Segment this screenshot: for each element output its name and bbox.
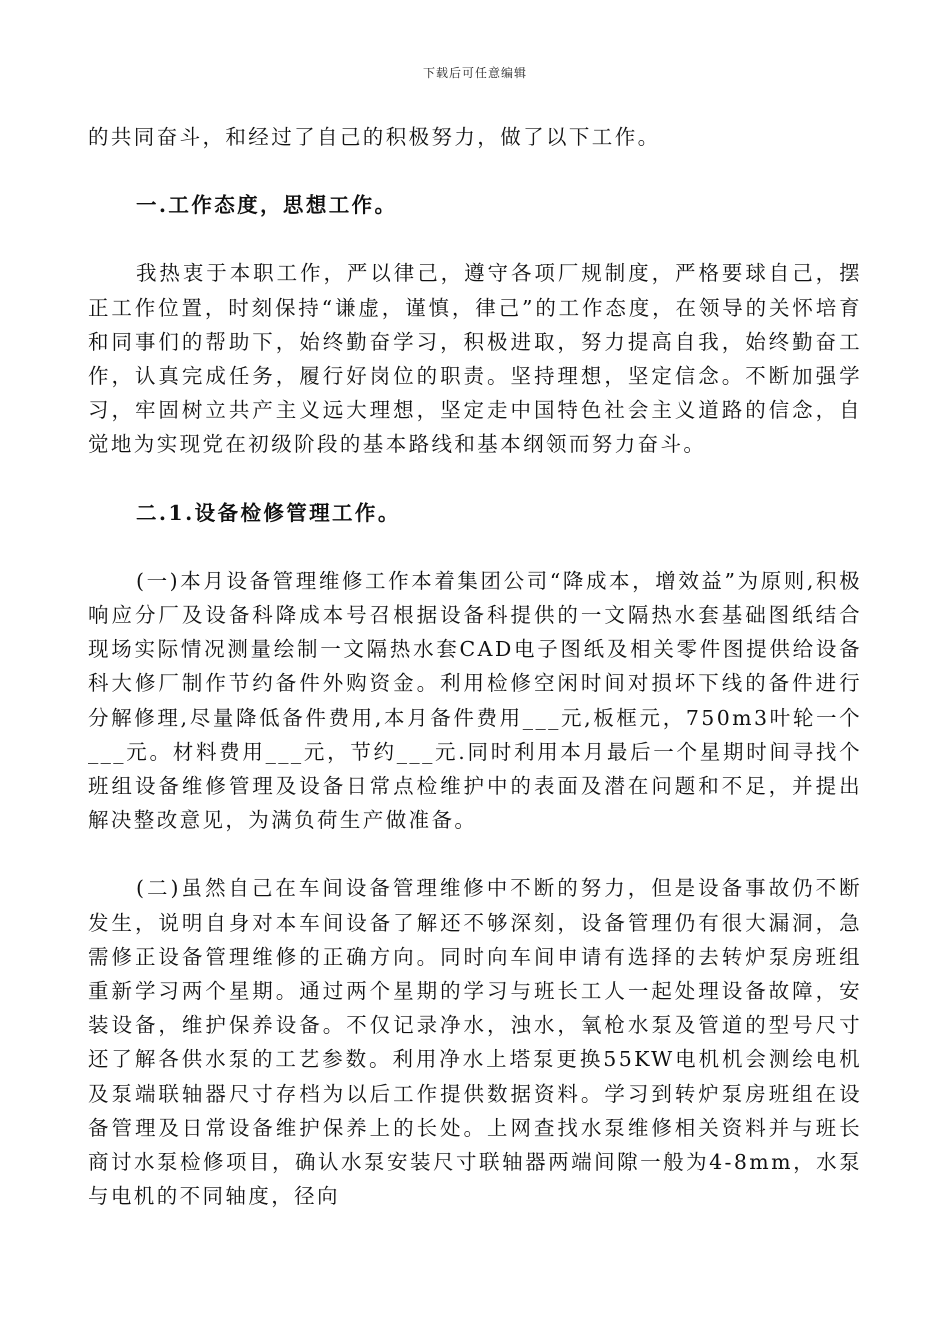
- spacer: [88, 530, 862, 564]
- intro-paragraph: 的共同奋斗，和经过了自己的积极努力，做了以下工作。: [88, 125, 661, 149]
- spacer: [88, 154, 862, 188]
- section-2-paragraph-1: (一)本月设备管理维修工作本着集团公司“降成本，增效益”为原则,积极响应分厂及设备科降成本号召根据设备科提供的一文隔热水套基础图纸结合现场实际情况测量绘制一文隔热水套CAD电子图纸及相关零件图提供给设备科大修厂制作节约备件外购资金。利用检修空闲时间对损坏下线的备件进行分解修理,尽量降低备件费用,本月备件费用___元,板框元，750m3叶轮一个___元。材料费用___元，节约___元.同时利用本月最后一个星期时间寻找个班组设备维修管理及设备日常点检维护中的表面及潜在问题和不足，并提出解决整改意见，为满负荷生产做准备。: [88, 568, 862, 833]
- spacer: [88, 837, 862, 871]
- section-heading-1: 一.工作态度，思想工作。: [136, 193, 398, 218]
- section-2-paragraph-2: (二)虽然自己在车间设备管理维修中不断的努力，但是设备事故仍不断发生，说明自身对本车间设备了解还不够深刻，设备管理仍有很大漏洞，急需修正设备管理维修的正确方向。同时向车间申请有选择的去转炉泵房班组重新学习两个星期。通过两个星期的学习与班长工人一起处理设备故障，安装设备，维护保养设备。不仅记录净水，浊水，氧枪水泵及管道的型号尺寸还了解各供水泵的工艺参数。利用净水上塔泵更换55KW电机机会测绘电机及泵端联轴器尺寸存档为以后工作提供数据资料。学习到转炉泵房班组在设备管理及日常设备维护保养上的长处。上网查找水泵维修相关资料并与班长商讨水泵检修项目，确认水泵安装尺寸联轴器两端间隙一般为4-8mm，水泵与电机的不同轴度，径向: [88, 876, 862, 1209]
- spacer: [88, 462, 862, 496]
- document-body: [88, 120, 862, 1213]
- section-heading-2: 二.1.设备检修管理工作。: [136, 500, 401, 525]
- spacer: [88, 222, 862, 256]
- page-header: 下载后可任意编辑: [422, 66, 527, 80]
- section-1-paragraph: 我热衷于本职工作，严以律己，遵守各项厂规制度，严格要球自己，摆正工作位置，时刻保持“谦虚，谨慎，律己”的工作态度，在领导的关怀培育和同事们的帮助下，始终勤奋学习，积极进取，努力提高自我，始终勤奋工作，认真完成任务，履行好岗位的职责。坚持理想，坚定信念。不断加强学习，牢固树立共产主义远大理想，坚定走中国特色社会主义道路的信念，自觉地为实现党在初级阶段的基本路线和基本纲领而努力奋斗。: [88, 261, 862, 457]
